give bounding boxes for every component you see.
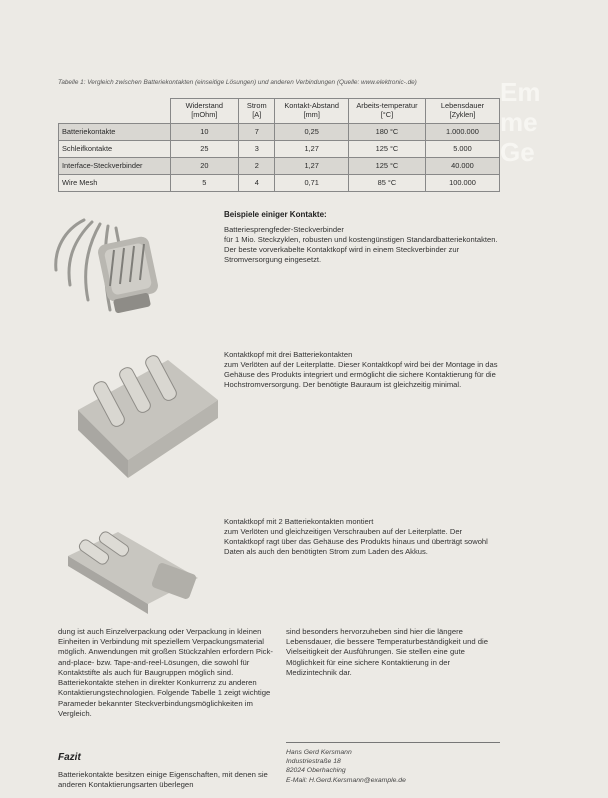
- example-description-2: [224, 350, 504, 390]
- contact-city: 82024 Oberhaching: [286, 767, 346, 775]
- example-text: zum Verlöten auf der Leiterplatte. Dieser Kontaktkopf wird bei der Montage in das Gehäuse des Produkts integriert und ermöglicht die sichere Kontaktierung für die Hochstromversorgung. Der benötigte Bauraum ist gleichzeitig minimal.: [224, 360, 498, 390]
- connector-cable-photo: [44, 200, 220, 332]
- example-text: für 1 Mio. Steckzyklen, robusten und kostengünstigen Standardbatteriekontakten. Der beste vorverkabelte Kontaktkopf wird in einem Steckverbinder zur Stromversorgung eingesetzt.: [224, 234, 498, 264]
- table-header-cell: Strom [A]: [239, 99, 275, 124]
- table-cell: Batteriekontakte: [59, 124, 171, 141]
- table-cell: 1.000.000: [425, 124, 499, 141]
- author-contact: [286, 748, 406, 785]
- table-cell: 1,27: [275, 158, 349, 175]
- table-cell: 3: [239, 141, 275, 158]
- table-header-cell: Lebensdauer [Zyklen]: [425, 99, 499, 124]
- body-left-column: [58, 627, 278, 719]
- table-cell: 125 °C: [348, 141, 425, 158]
- example-description-3: [224, 517, 504, 557]
- table-cell: 125 °C: [348, 158, 425, 175]
- table-caption: Tabelle 1: Vergleich zwischen Batteriekontakten (einseitige Lösungen) und anderen Verbindungen (Quelle: www.elektronic-.de): [58, 79, 417, 86]
- example-heading: Kontaktkopf mit drei Batteriekontakten: [224, 350, 353, 359]
- table-cell: 100.000: [425, 175, 499, 192]
- table-header-cell: Arbeits-temperatur [°C]: [348, 99, 425, 124]
- table-cell: 4: [239, 175, 275, 192]
- example-text: zum Verlöten und gleichzeitigen Verschrauben auf der Leiterplatte. Der Kontaktkopf ragt über das Gehäuse des Produkts hinaus und überträgt sowohl Daten als auch den benötigten Strom zum Laden des Akkus.: [224, 527, 488, 557]
- contact-head-three-photo: [58, 350, 220, 482]
- contact-email: E-Mail: H.Gerd.Kersmann@example.de: [286, 776, 406, 784]
- contact-street: Industriestraße 18: [286, 758, 341, 766]
- table-cell: Schleifkontakte: [59, 141, 171, 158]
- table-header-corner: [59, 99, 171, 124]
- table-cell: 7: [239, 124, 275, 141]
- contact-name: Hans Gerd Kersmann: [286, 749, 352, 756]
- table-cell: 5: [170, 175, 239, 192]
- table-cell: 2: [239, 158, 275, 175]
- table-cell: 25: [170, 141, 239, 158]
- table-cell: 0,25: [275, 124, 349, 141]
- body-paragraph: Batteriekontakte stehen in direkter Konkurrenz zu anderen Kontaktierungstechnologien. Folgende Tabelle 1 zeigt wichtige Parameder bekannter Steckverbindungsmöglichkeiten im Vergleich.: [58, 678, 271, 718]
- body-paragraph: dung ist auch Einzelverpackung oder Verpackung in kleinen Einheiten in Verbindung mit speziellem Verpackungsmaterial möglich. Anwendungen mit großen Stückzahlen erfordern Pick-and-place- bzw. Tape-and-reel-Lösungen, die sowohl für Kontaktstifte als auch für Baugruppen möglich sind.: [58, 627, 273, 677]
- example-heading: Batteriesprengfeder-Steckverbinder: [224, 224, 344, 234]
- background-watermark-text: Em me Ge: [500, 77, 541, 167]
- table-header-cell: Widerstand [mOhm]: [170, 99, 239, 124]
- examples-title: Beispiele einiger Kontakte:: [224, 210, 327, 219]
- example-description-1: [224, 210, 504, 265]
- table-cell: 10: [170, 124, 239, 141]
- table-row: [59, 124, 500, 141]
- table-cell: 5.000: [425, 141, 499, 158]
- fazit-heading: Fazit: [58, 752, 81, 763]
- table-cell: 180 °C: [348, 124, 425, 141]
- table-cell: Wire Mesh: [59, 175, 171, 192]
- example-heading: Kontaktkopf mit 2 Batteriekontakten montiert: [224, 517, 374, 526]
- table-cell: 40.000: [425, 158, 499, 175]
- table-cell: 0,71: [275, 175, 349, 192]
- body-right-column: [286, 627, 500, 678]
- table-cell: 20: [170, 158, 239, 175]
- comparison-table: [58, 98, 500, 192]
- table-row: [59, 141, 500, 158]
- table-row: [59, 175, 500, 192]
- body-paragraph: sind besonders hervorzuheben sind hier die längere Lebensdauer, die bessere Temperaturbeständigkeit und die Vielseitigkeit der Ausführungen. Sie stellen eine gute Möglichkeit für eine sichere Kontaktierung in der Medizintechnik dar.: [286, 627, 489, 677]
- contact-head-two-photo: [58, 508, 220, 618]
- table-cell: 1,27: [275, 141, 349, 158]
- contact-divider: [286, 742, 500, 743]
- table-row: [59, 158, 500, 175]
- table-cell: Interface-Steckverbinder: [59, 158, 171, 175]
- fazit-paragraph: Batteriekontakte besitzen einige Eigenschaften, mit denen sie anderen Kontaktierungsarten überlegen: [58, 770, 268, 790]
- table-header-row: [59, 99, 500, 124]
- table-cell: 85 °C: [348, 175, 425, 192]
- table-header-cell: Kontakt-Abstand [mm]: [275, 99, 349, 124]
